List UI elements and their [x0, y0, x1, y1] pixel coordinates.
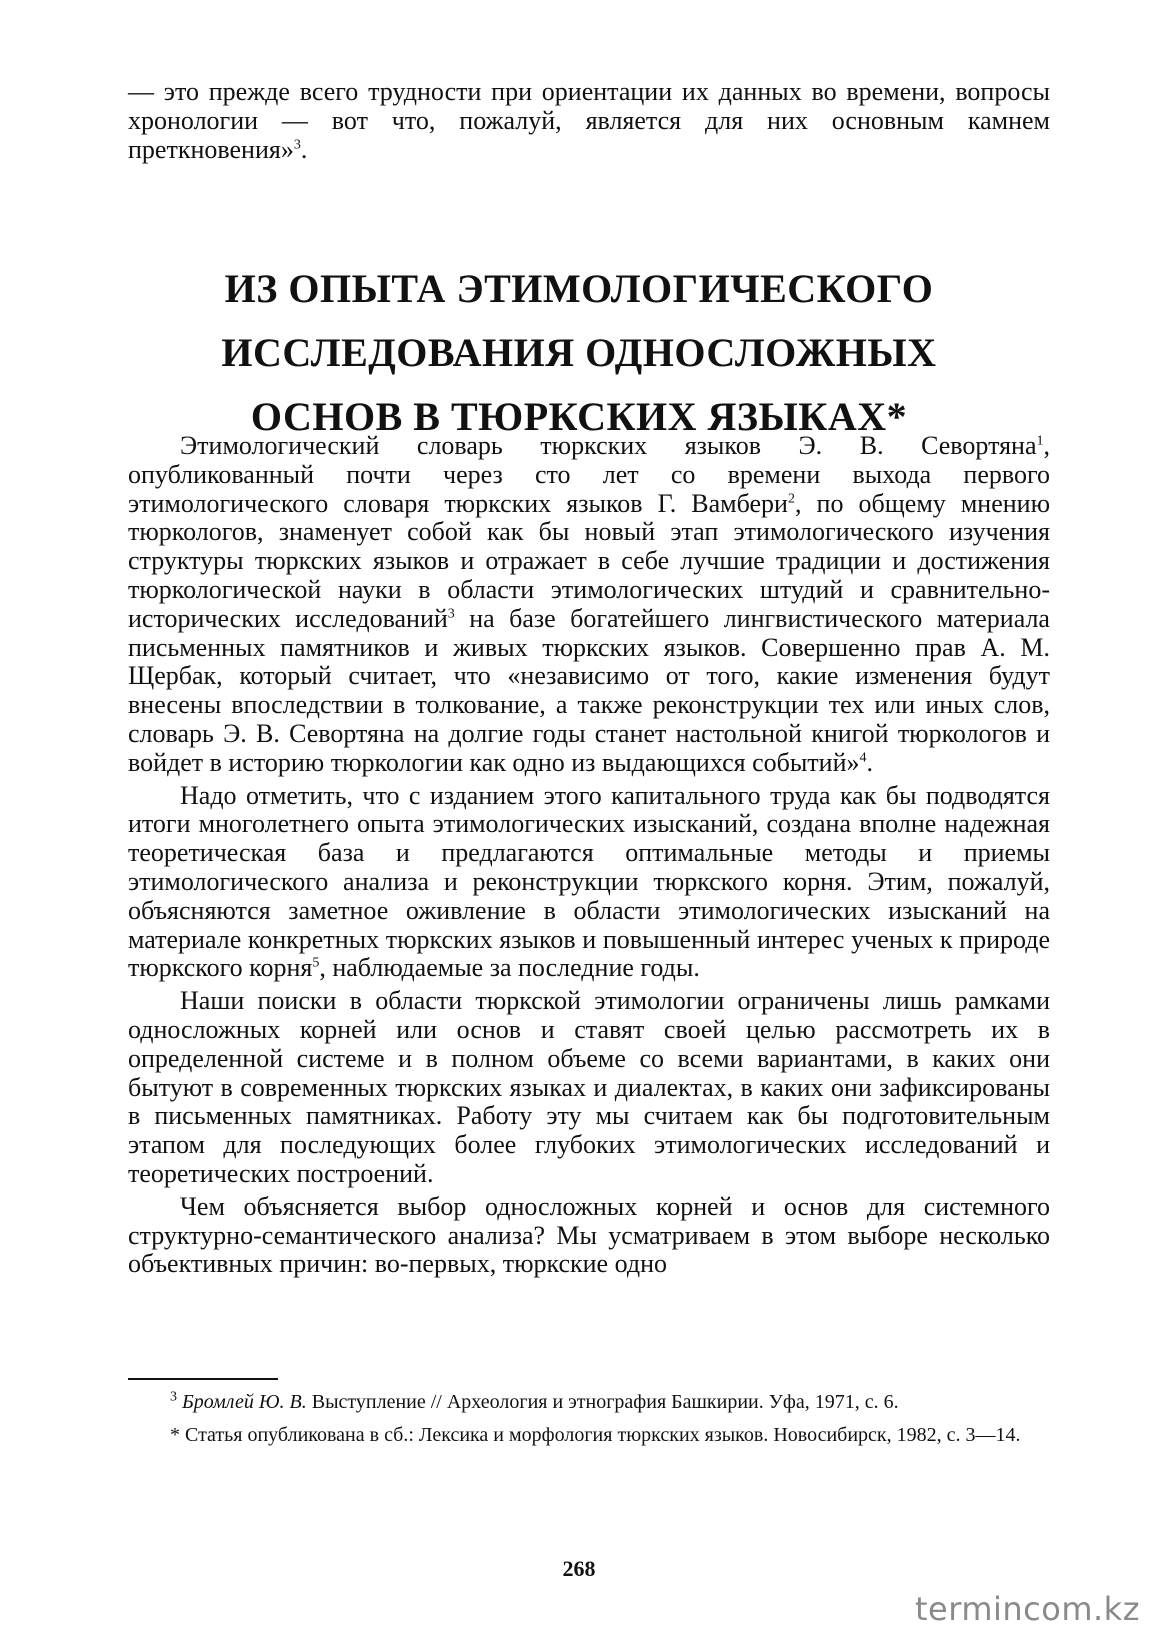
paragraph-3: Наши поиски в области тюркской этимологии ограничены лишь рамками односложных корней или основ и ставят своей целью рассмотреть их в определенной системе и в полном объеме со всеми вариантами, в каких они бытуют в современных тюркских языках и диалектах, в каких они зафиксированы в письменных памятниках. Работу эту мы считаем как бы подготовительным этапом для последующих более глубоких этимологических исследований и теоретических построений. [128, 986, 1050, 1188]
article-title [0, 257, 1158, 449]
footnote-mark: 3 [170, 1389, 177, 1405]
site-watermark: termincom.kz [914, 1590, 1140, 1628]
footnote-ref[interactable]: 3 [293, 136, 301, 152]
footnote-ref[interactable]: 3 [447, 606, 455, 622]
p2-part-b: , наблюдаемые за последние годы. [319, 953, 700, 983]
paragraph-2 [128, 782, 1050, 984]
title-line-2: ИССЛЕДОВАНИЯ ОДНОСЛОЖНЫХ [221, 329, 937, 375]
title-line-1: ИЗ ОПЫТА ЭТИМОЛОГИЧЕСКОГО [224, 265, 934, 311]
p1-part-e: . [866, 747, 873, 777]
footnote-ref[interactable]: 4 [859, 750, 867, 766]
footnote-ref[interactable]: 1 [1036, 433, 1044, 449]
paragraph-1 [128, 432, 1050, 778]
footnote-mark: * [170, 1424, 180, 1446]
footnote-author: Бромлей Ю. В. [182, 1391, 307, 1413]
article-body [128, 432, 1050, 1279]
footnote-3 [128, 1390, 1050, 1415]
footnote-text: Статья опубликована в сб.: Лексика и морфология тюркских языков. Новосибирск, 1982, с. 3—14. [180, 1424, 1021, 1446]
intro-text-body: — это прежде всего трудности при ориентации их данных во времени, вопросы хронологии — вот что, пожалуй, является для них основным камнем преткновения» [128, 77, 1050, 164]
footnote-star [128, 1423, 1050, 1448]
footnote-ref[interactable]: 5 [312, 955, 320, 971]
footnote-text: Выступление // Археология и этнография Башкирии. Уфа, 1971, с. 6. [306, 1391, 899, 1413]
p2-part-a: Надо отметить, что с изданием этого капитального труда как бы подводятся итоги многолетнего опыта этимологических изысканий, создана вполне надежная теоретическая база и предлагаются оптимальные методы и приемы этимологического анализа и реконструкции тюркского корня. Этим, пожалуй, объясняются заметное оживление в области этимологических изысканий на материале конкретных тюркских языков и повышенный интерес ученых к природе тюркского корня [128, 780, 1050, 983]
p1-part-c: , по общему мнению тюркологов, знаменует собой как бы новый этап этимологического изучения структуры тюркских языков и отражает в себе лучшие традиции и достижения тюркологической науки в области этимологических штудий и сравнительно-исторических исследований [128, 488, 1051, 633]
title-line-3: ОСНОВ В ТЮРКСКИХ ЯЗЫКАХ* [250, 393, 908, 439]
p1-part-a: Этимологический словарь тюркских языков Э. В. Севортяна [180, 431, 1037, 460]
page-number: 268 [562, 1556, 596, 1581]
footnote-ref[interactable]: 2 [787, 490, 795, 506]
p1-part-d: на базе богатейшего лингвистического материала письменных памятников и живых тюркских языков. Совершенно прав А. М. Щербак, который считает, что «независимо от того, какие изменения будут внесены впоследствии в толкование, а также реконструкции тех или иных слов, словарь Э. В. Севортяна на долгие годы станет настольной книгой тюркологов и войдет в историю тюркологии как одно из выдающихся событий» [128, 603, 1050, 777]
paragraph-4: Чем объясняется выбор односложных корней и основ для системного структурно-семантического анализа? Мы усматриваем в этом выборе несколько объективных причин: во-первых, тюркские одно [128, 1191, 1050, 1279]
intro-text [128, 78, 1050, 164]
intro-paragraph [128, 78, 1050, 164]
footnote-divider [128, 1378, 278, 1380]
p1-part-b: , опубликованный почти через сто лет со времени выхода первого этимологического словаря тюркских языков Г. Вамбери [128, 431, 1050, 518]
footnotes [128, 1390, 1050, 1456]
intro-text-end: . [300, 134, 308, 164]
